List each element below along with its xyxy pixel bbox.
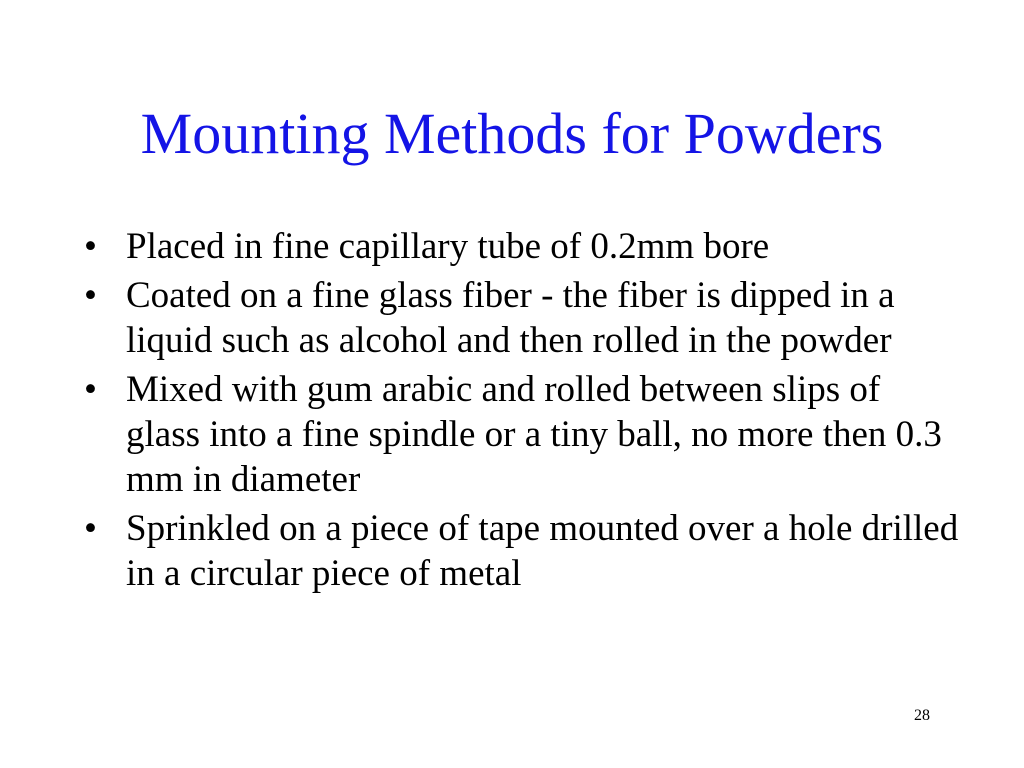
bullet-text: Placed in fine capillary tube of 0.2mm bore — [126, 226, 770, 267]
bullet-point-icon: • — [84, 275, 97, 316]
bullet-point-icon: • — [84, 369, 97, 410]
bullet-text: Mixed with gum arabic and rolled between slips of glass into a fine spindle or a tiny ball, no more then 0.3 mm in diameter — [126, 369, 942, 500]
bullet-list — [80, 224, 960, 600]
bullet-item — [80, 506, 960, 596]
bullet-item — [80, 273, 960, 363]
bullet-text: Coated on a fine glass fiber - the fiber is dipped in a liquid such as alcohol and then rolled in the powder — [126, 275, 895, 361]
bullet-point-icon: • — [84, 508, 97, 549]
bullet-item — [80, 367, 960, 502]
bullet-point-icon: • — [84, 226, 97, 267]
page-number: 28 — [914, 707, 930, 724]
bullet-item — [80, 224, 960, 269]
slide-title: Mounting Methods for Powders — [140, 101, 884, 166]
bullet-text: Sprinkled on a piece of tape mounted over a hole drilled in a circular piece of metal — [126, 508, 959, 594]
